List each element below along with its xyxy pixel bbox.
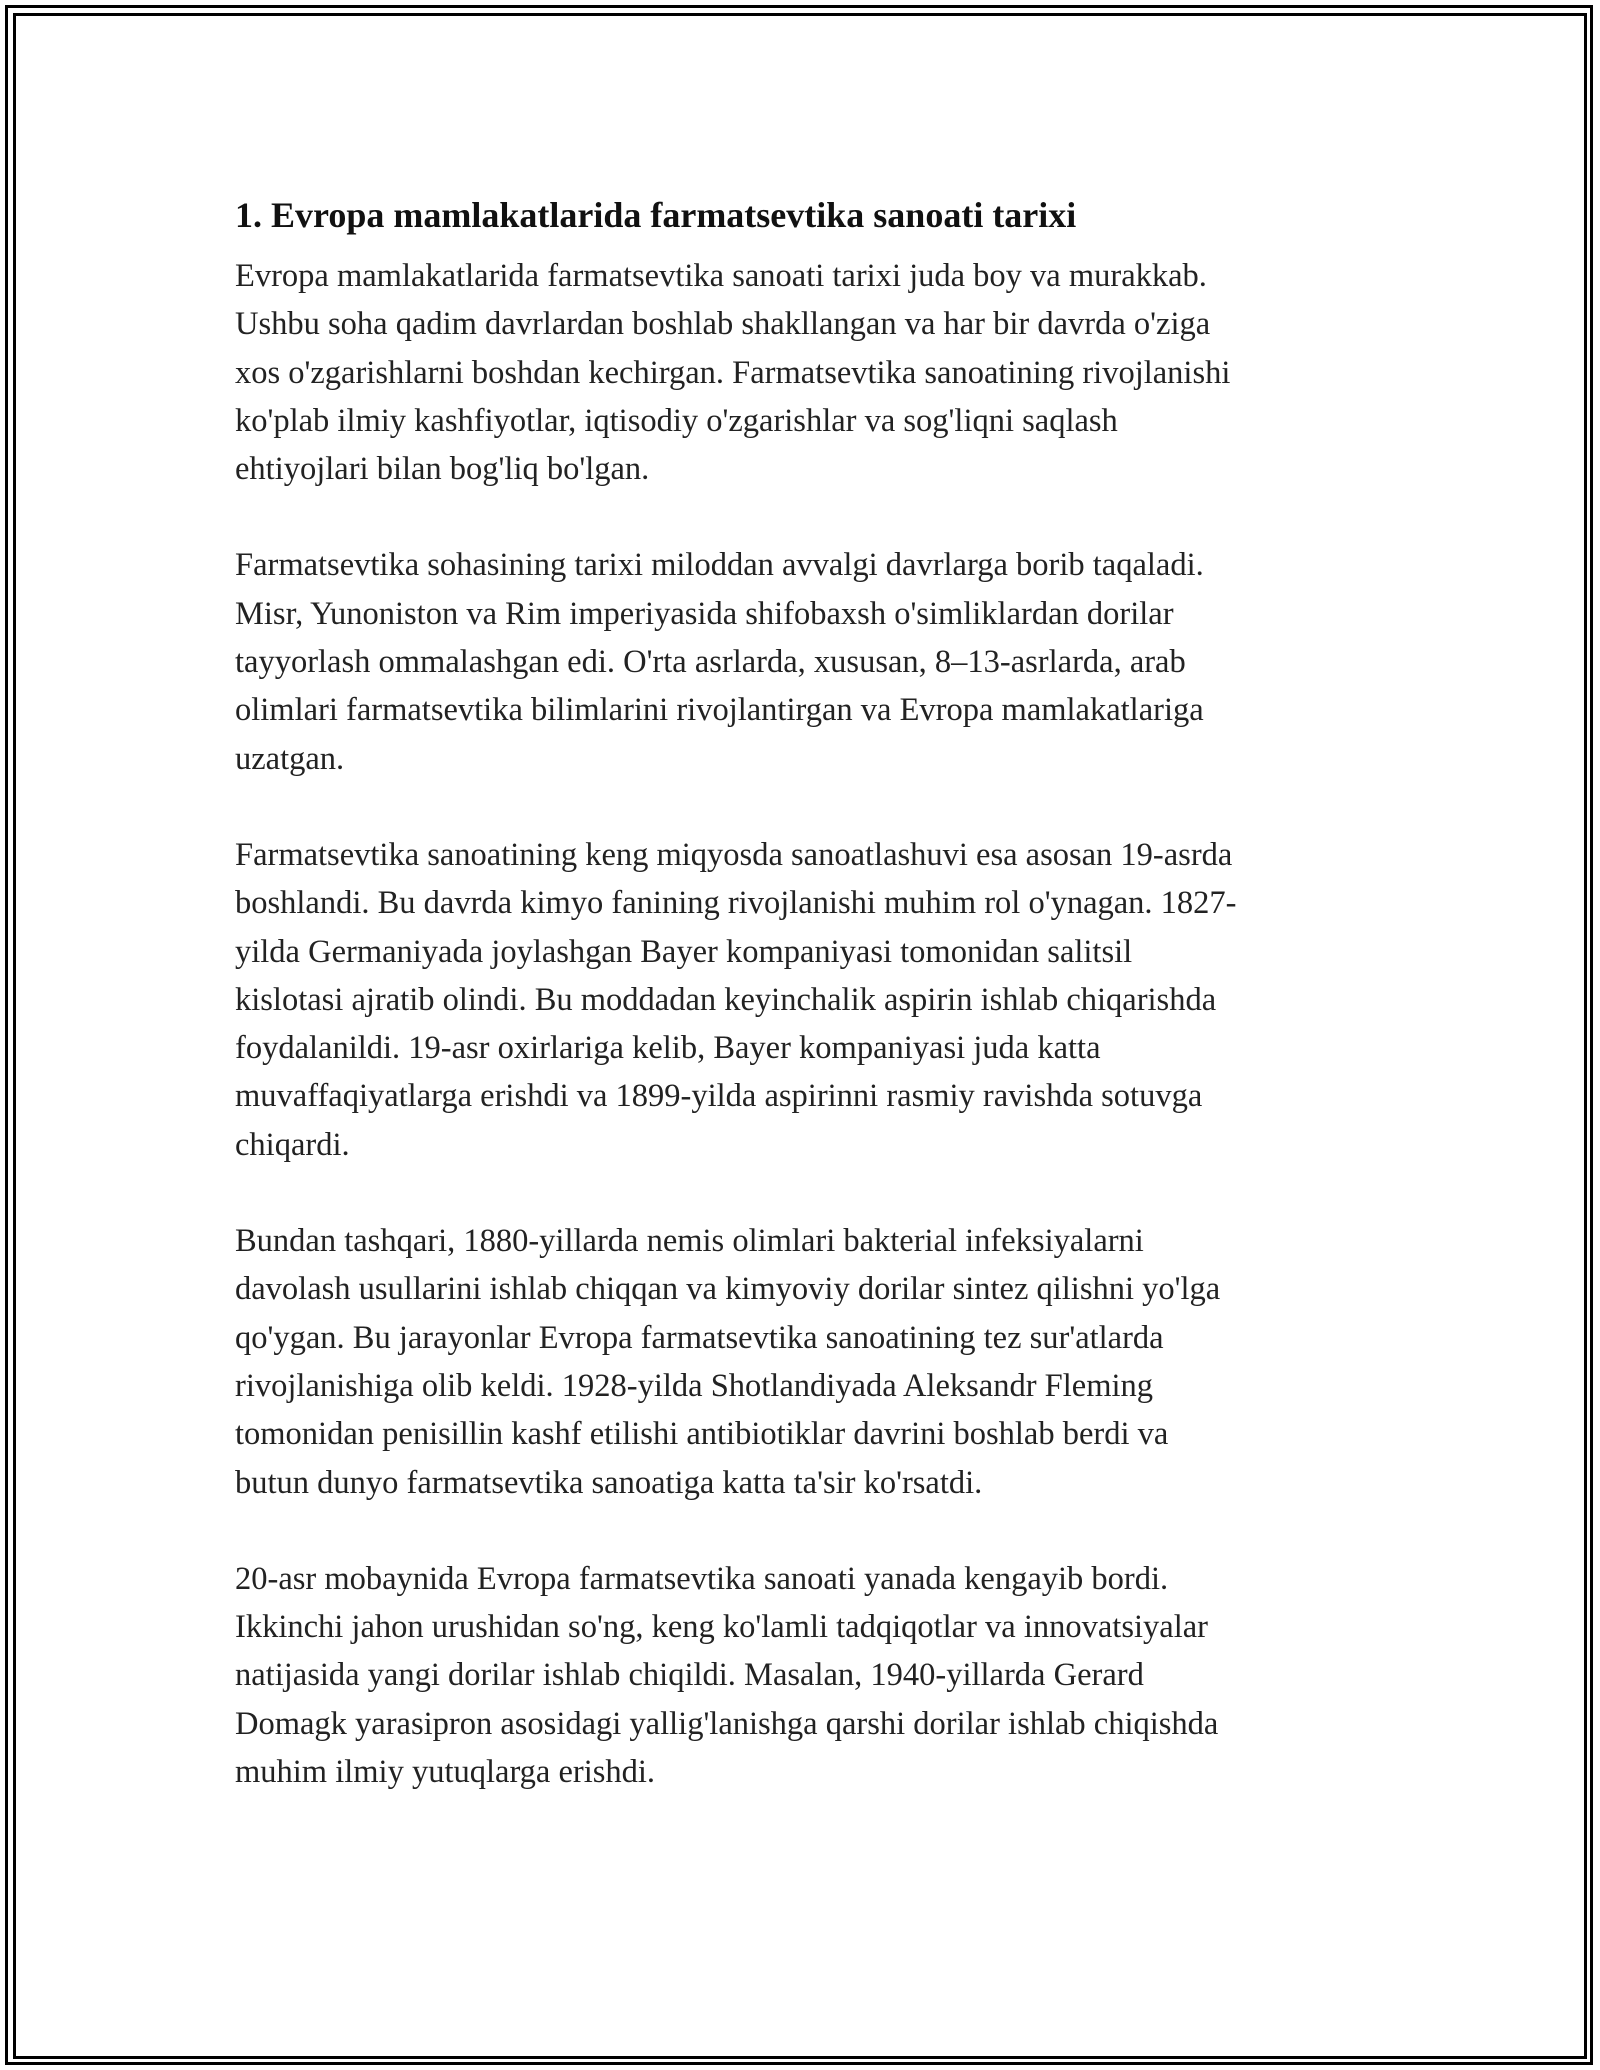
section-heading: 1. Evropa mamlakatlarida farmatsevtika sanoati tarixi xyxy=(235,195,1077,235)
paragraph-line: Ikkinchi jahon urushidan so'ng, keng ko'lamli tadqiqotlar va innovatsiyalar xyxy=(235,1609,1208,1646)
paragraph xyxy=(235,541,1395,782)
paragraph-line: Misr, Yunoniston va Rim imperiyasida shifobaxsh o'simliklardan dorilar xyxy=(235,595,1174,632)
paragraph-line: boshlandi. Bu davrda kimyo fanining rivojlanishi muhim rol o'ynagan. 1827- xyxy=(235,885,1237,922)
paragraph-line: Farmatsevtika sanoatining keng miqyosda sanoatlashuvi esa asosan 19-asrda xyxy=(235,836,1233,873)
document-body xyxy=(235,184,1395,1844)
paragraph-line: butun dunyo farmatsevtika sanoatiga katta ta'sir ko'rsatdi. xyxy=(235,1464,983,1501)
paragraph-line: kislotasi ajratib olindi. Bu moddadan keyinchalik aspirin ishlab chiqarishda xyxy=(235,981,1217,1018)
paragraph-line: 20-asr mobaynida Evropa farmatsevtika sanoati yanada kengayib bordi. xyxy=(235,1560,1169,1597)
paragraph-line: rivojlanishiga olib keldi. 1928-yilda Shotlandiyada Aleksandr Fleming xyxy=(235,1367,1153,1404)
paragraph-line: foydalanildi. 19-asr oxirlariga kelib, Bayer kompaniyasi juda katta xyxy=(235,1030,1101,1067)
paragraph-line: natijasida yangi dorilar ishlab chiqildi. Masalan, 1940-yillarda Gerard xyxy=(235,1657,1144,1694)
paragraph-line: davolash usullarini ishlab chiqqan va kimyoviy dorilar sintez qilishni yo'lga xyxy=(235,1271,1221,1308)
paragraph-line: Evropa mamlakatlarida farmatsevtika sanoati tarixi juda boy va murakkab. xyxy=(235,258,1207,294)
paragraph-line: yilda Germaniyada joylashgan Bayer kompaniyasi tomonidan salitsil xyxy=(235,933,1133,970)
paragraph-line: chiqardi. xyxy=(235,1126,350,1163)
paragraph-line: muhim ilmiy yutuqlarga erishdi. xyxy=(235,1754,656,1791)
paragraph xyxy=(235,1555,1395,1796)
paragraph-line: ko'plab ilmiy kashfiyotlar, iqtisodiy o'zgarishlar va sog'liqni saqlash xyxy=(235,402,1118,439)
paragraph-line: uzatgan. xyxy=(235,740,345,777)
paragraph-line: Domagk yarasipron asosidagi yallig'lanishga qarshi dorilar ishlab chiqishda xyxy=(235,1705,1219,1742)
paragraph-list xyxy=(235,252,1395,1796)
paragraph-line: tomonidan penisillin kashf etilishi antibiotiklar davrini boshlab berdi va xyxy=(235,1416,1169,1453)
paragraph-line: muvaffaqiyatlarga erishdi va 1899-yilda aspirinni rasmiy ravishda sotuvga xyxy=(235,1078,1203,1115)
paragraph-line: qo'ygan. Bu jarayonlar Evropa farmatsevtika sanoatining tez sur'atlarda xyxy=(235,1319,1164,1356)
paragraph-line: ehtiyojlari bilan bog'liq bo'lgan. xyxy=(235,451,650,488)
paragraph xyxy=(235,1217,1395,1507)
paragraph-line: tayyorlash ommalashgan edi. O'rta asrlarda, xususan, 8–13-asrlarda, arab xyxy=(235,644,1186,681)
paragraph-line: Ushbu soha qadim davrlardan boshlab shakllangan va har bir davrda o'ziga xyxy=(235,306,1211,343)
paragraph xyxy=(235,252,1395,493)
paragraph-line: Bundan tashqari, 1880-yillarda nemis olimlari bakterial infeksiyalarni xyxy=(235,1223,1144,1260)
paragraph-line: Farmatsevtika sohasining tarixi miloddan avvalgi davrlarga borib taqaladi. xyxy=(235,547,1204,584)
paragraph xyxy=(235,831,1395,1169)
paragraph-line: xos o'zgarishlarni boshdan kechirgan. Farmatsevtika sanoatining rivojlanishi xyxy=(235,354,1231,391)
paragraph-line: olimlari farmatsevtika bilimlarini rivojlantirgan va Evropa mamlakatlariga xyxy=(235,692,1204,729)
